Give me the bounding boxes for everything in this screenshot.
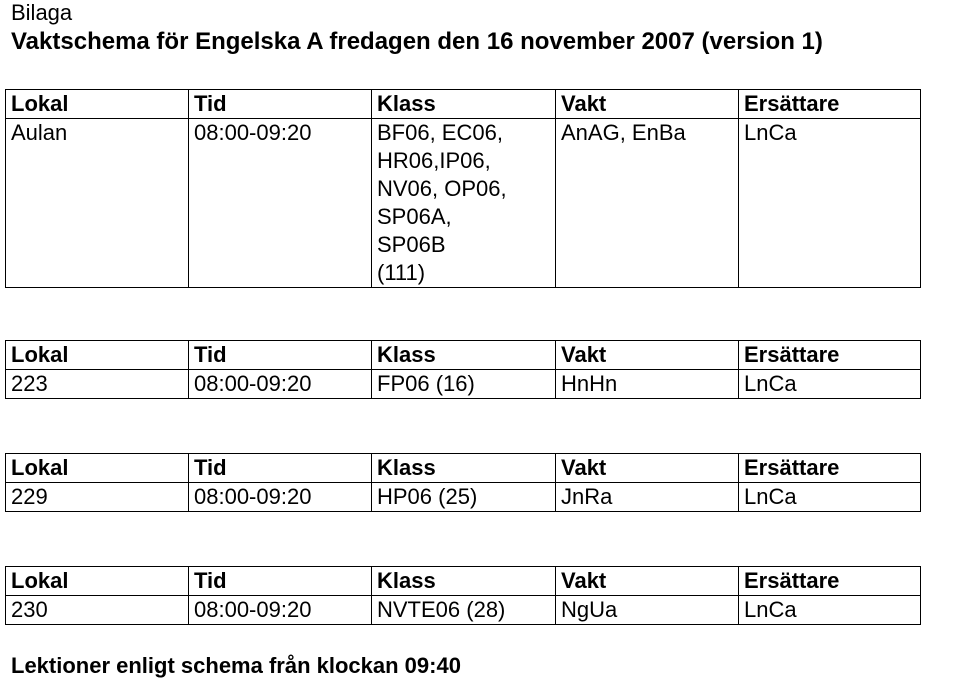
document-title: Vaktschema för Engelska A fredagen den 16 november 2007 (version 1) (11, 28, 823, 55)
cell-klass: BF06, EC06, HR06,IP06, NV06, OP06, SP06A, SP06B (111) (372, 119, 556, 288)
header-ersattare: Ersättare (739, 454, 921, 483)
header-lokal: Lokal (6, 90, 189, 119)
table-row (6, 596, 921, 625)
cell-klass: HP06 (25) (372, 483, 556, 512)
header-lokal: Lokal (6, 567, 189, 596)
cell-vakt: AnAG, EnBa (556, 119, 739, 288)
header-klass: Klass (372, 341, 556, 370)
cell-ersattare: LnCa (739, 370, 921, 399)
cell-ersattare: LnCa (739, 483, 921, 512)
header-lokal: Lokal (6, 454, 189, 483)
header-ersattare: Ersättare (739, 567, 921, 596)
cell-tid: 08:00-09:20 (189, 119, 372, 288)
table-header-row (6, 90, 921, 119)
schedule-table-aulan (5, 89, 921, 288)
cell-tid: 08:00-09:20 (189, 370, 372, 399)
cell-tid: 08:00-09:20 (189, 596, 372, 625)
table-row (6, 370, 921, 399)
cell-lokal: Aulan (6, 119, 189, 288)
cell-lokal: 230 (6, 596, 189, 625)
header-tid: Tid (189, 90, 372, 119)
header-klass: Klass (372, 454, 556, 483)
header-tid: Tid (189, 454, 372, 483)
cell-klass: NVTE06 (28) (372, 596, 556, 625)
schedule-table-223 (5, 340, 921, 399)
cell-vakt: NgUa (556, 596, 739, 625)
table-header-row (6, 454, 921, 483)
cell-lokal: 223 (6, 370, 189, 399)
cell-lokal: 229 (6, 483, 189, 512)
cell-vakt: JnRa (556, 483, 739, 512)
cell-tid: 08:00-09:20 (189, 483, 372, 512)
table-row (6, 119, 921, 288)
table-header-row (6, 341, 921, 370)
cell-vakt: HnHn (556, 370, 739, 399)
header-klass: Klass (372, 567, 556, 596)
header-lokal: Lokal (6, 341, 189, 370)
header-tid: Tid (189, 567, 372, 596)
schedule-table-230 (5, 566, 921, 625)
header-vakt: Vakt (556, 454, 739, 483)
header-tid: Tid (189, 341, 372, 370)
header-ersattare: Ersättare (739, 90, 921, 119)
cell-ersattare: LnCa (739, 119, 921, 288)
header-vakt: Vakt (556, 341, 739, 370)
header-vakt: Vakt (556, 567, 739, 596)
table-header-row (6, 567, 921, 596)
footer-note: Lektioner enligt schema från klockan 09:40 (11, 653, 461, 678)
header-vakt: Vakt (556, 90, 739, 119)
pretitle: Bilaga (11, 0, 73, 25)
schedule-table-229 (5, 453, 921, 512)
header-ersattare: Ersättare (739, 341, 921, 370)
cell-ersattare: LnCa (739, 596, 921, 625)
cell-klass: FP06 (16) (372, 370, 556, 399)
table-row (6, 483, 921, 512)
header-klass: Klass (372, 90, 556, 119)
